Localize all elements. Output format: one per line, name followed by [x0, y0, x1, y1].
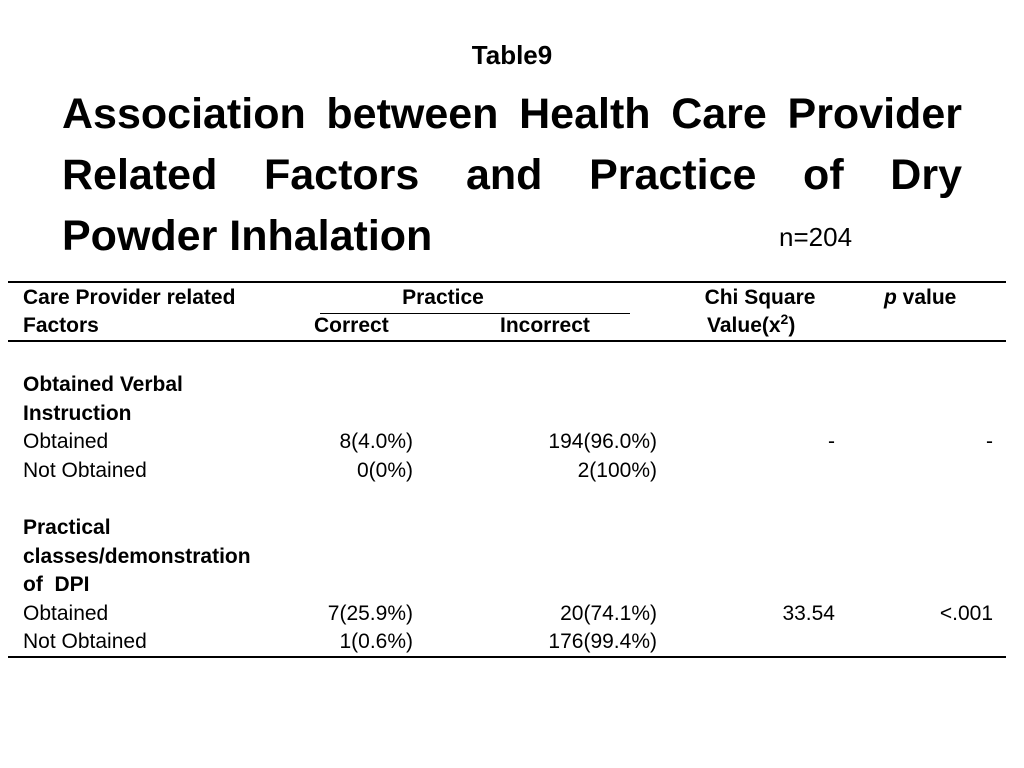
header-p-value: [884, 284, 956, 313]
header-correct: Correct: [314, 314, 389, 337]
cell-p: -: [986, 430, 993, 453]
slide-label: Table9: [471, 40, 553, 70]
row-label: Obtained: [23, 602, 109, 625]
header-factors-line2: Factors: [23, 314, 99, 337]
cell-chi: -: [828, 430, 835, 453]
row-label: Not Obtained: [23, 630, 147, 653]
group-heading: Practical: [23, 516, 111, 539]
cell-correct: 8(4.0%): [339, 430, 413, 453]
row-label: Obtained: [23, 430, 109, 453]
cell-p: <.001: [939, 602, 993, 625]
header-incorrect: Incorrect: [500, 314, 590, 337]
title-word: Association: [62, 90, 306, 138]
group-heading: Obtained Verbal: [23, 373, 183, 396]
group-heading: classes/demonstration: [23, 545, 251, 568]
title-word: of: [803, 151, 844, 199]
table-top-rule: [8, 281, 1006, 283]
cell-correct: 7(25.9%): [327, 602, 413, 625]
title-word: Related: [62, 151, 218, 199]
cell-correct: 1(0.6%): [339, 630, 413, 653]
chi-text: Value(x: [707, 314, 781, 337]
cell-incorrect: 20(74.1%): [560, 602, 657, 625]
group-heading: Instruction: [23, 402, 132, 425]
chi-close: ): [788, 314, 796, 337]
chi-superscript: 2: [780, 311, 789, 327]
title-word: Practice: [589, 151, 757, 199]
title-line-3: Powder Inhalation: [62, 212, 433, 260]
header-factors-line1: Care Provider related: [23, 286, 236, 309]
cell-incorrect: 2(100%): [577, 459, 657, 482]
title-line-1: [62, 84, 962, 145]
title-line-2: [62, 145, 962, 206]
header-chi-line2: [707, 312, 795, 341]
title-word: between: [326, 90, 499, 138]
header-chi-line1: Chi Square: [704, 286, 816, 309]
p-rest: value: [896, 286, 957, 309]
cell-chi: 33.54: [782, 602, 835, 625]
group-heading: of DPI: [23, 573, 90, 596]
cell-incorrect: 176(99.4%): [548, 630, 657, 653]
title-word: Provider: [787, 90, 962, 138]
p-italic: p: [884, 286, 897, 309]
title-word: Health: [519, 90, 651, 138]
title-word: and: [465, 151, 543, 199]
cell-correct: 0(0%): [356, 459, 413, 482]
title-word: Care: [671, 90, 767, 138]
cell-incorrect: 194(96.0%): [548, 430, 657, 453]
title-word: Dry: [890, 151, 962, 199]
header-practice: Practice: [402, 286, 484, 309]
title-word: Factors: [263, 151, 420, 199]
sample-size: n=204: [779, 222, 853, 252]
row-label: Not Obtained: [23, 459, 147, 482]
